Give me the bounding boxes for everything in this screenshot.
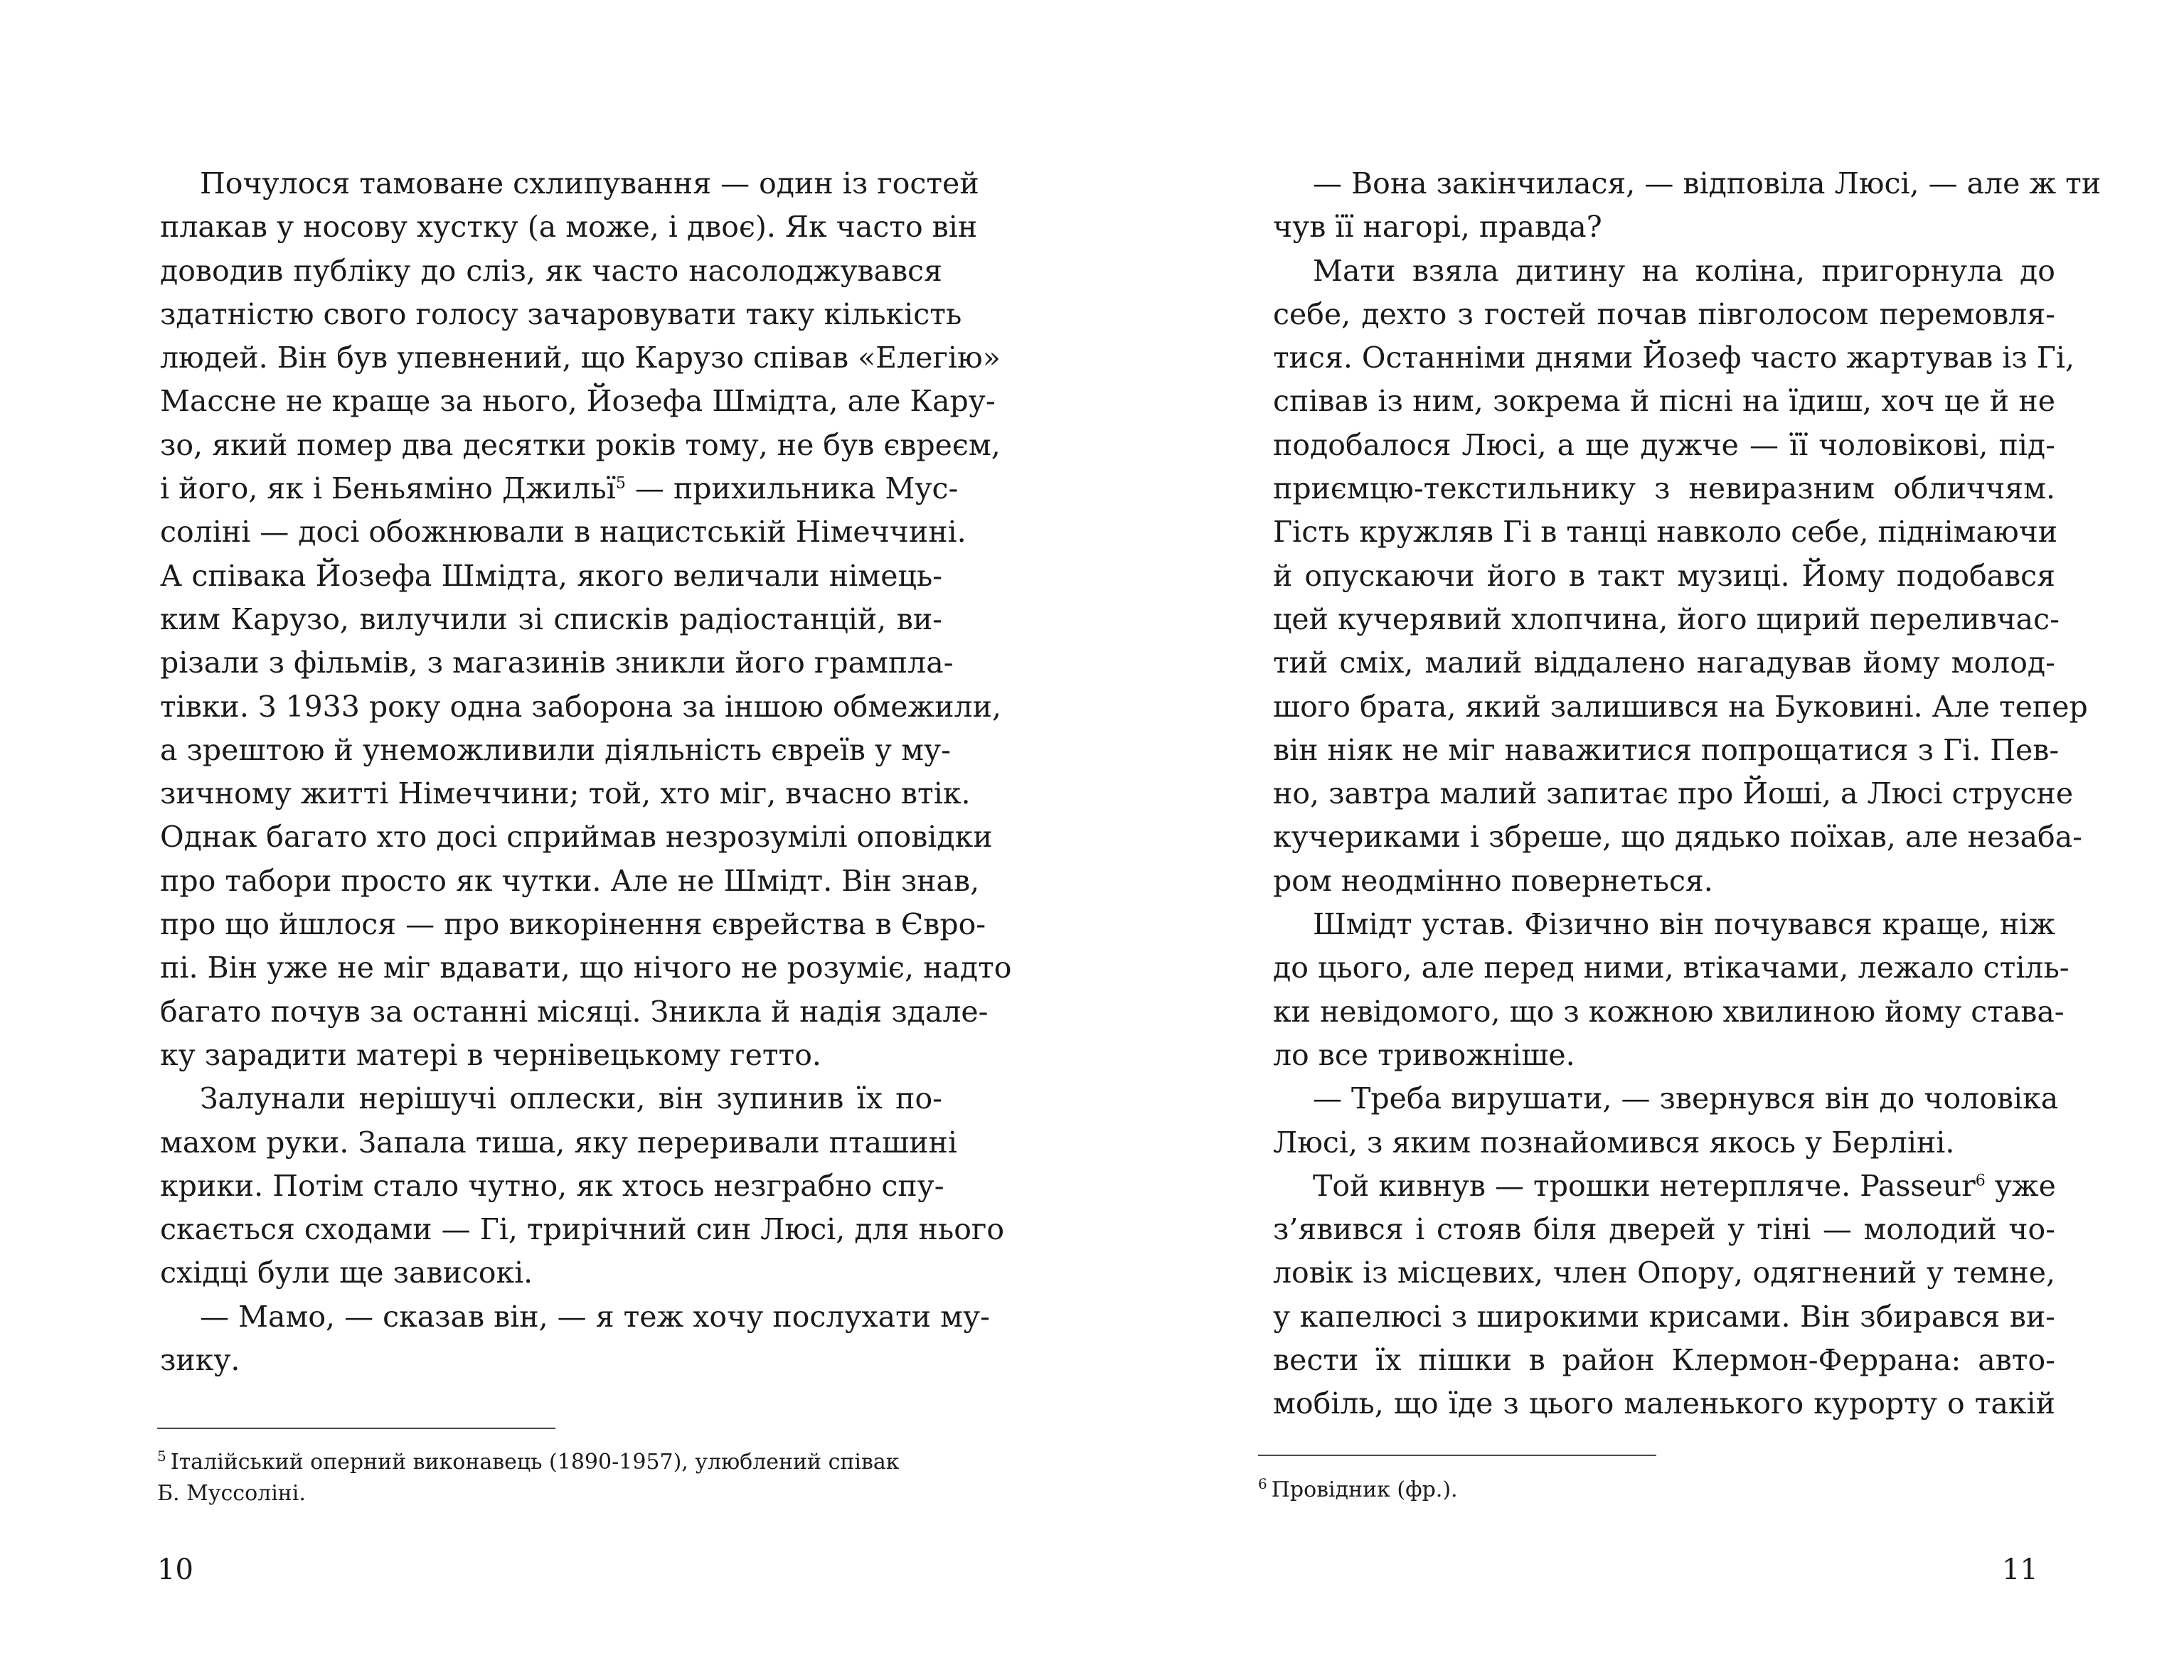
text-line: цей кучерявий хлопчина, його щирий переливчас-	[1273, 601, 2060, 636]
text-line: про табори просто як чутки. Але не Шмідт. Він знав,	[160, 863, 980, 898]
text-line: ким Карузо, вилучили зі списків радіостанцій, ви-	[160, 601, 942, 636]
footnote	[1258, 1468, 1458, 1506]
text-line: махом руки. Запала тиша, яку переривали пташині	[160, 1125, 957, 1160]
text-line: людей. Він був упевнений, що Карузо співав «Елегію»	[160, 341, 1001, 375]
text-line: плакав у носову хустку (а може, і двоє). Як часто він	[160, 210, 978, 245]
text-line: — Треба вирушати, — звернувся він до чоловіка	[1313, 1081, 2059, 1116]
text-line: тися. Останніми днями Йозеф часто жартував із Гі,	[1273, 341, 2075, 375]
text-line: й опускаючи його в такт музиці. Йому подобався	[1273, 558, 2055, 593]
text-line: зичному житті Німеччини; той, хто міг, вчасно втік.	[160, 776, 971, 811]
text-line: зо, який помер два десятки років тому, не був євреєм,	[160, 427, 1001, 462]
text-line: мобіль, що їде з цього маленького курорту о такій	[1273, 1386, 2055, 1421]
text-line: — Вона закінчилася, — відповіла Люсі, — але ж ти	[1313, 166, 2102, 200]
right-page-body	[1273, 162, 2102, 1426]
text-line: Мати взяла дитину на коліна, пригорнула до	[1313, 253, 2055, 288]
text-line: багато почув за останні місяці. Зникла й надія здале-	[160, 994, 989, 1029]
text-line: ки невідомого, що з кожною хвилиною йому става-	[1273, 994, 2065, 1029]
text-line	[160, 467, 959, 510]
footnote-divider	[157, 1428, 555, 1429]
text-line: ловік із місцевих, член Опору, одягнений у темне,	[1273, 1256, 2055, 1290]
text-line: доводив публіку до сліз, як часто насолоджувався	[160, 253, 942, 288]
footnote-text: Провідник (фр.).	[1271, 1477, 1458, 1502]
text-line: приємцю-текстильнику з невиразним обличчям.	[1273, 471, 2055, 506]
text-line: здатністю свого голосу зачаровувати таку кількість	[160, 296, 962, 331]
footnote-marker: 6	[1258, 1475, 1267, 1492]
footnote-line	[157, 1450, 900, 1475]
text-line: з’явився і стояв біля дверей у тіні — молодий чо-	[1273, 1212, 2055, 1247]
text-line: він ніяк не міг наважитися попрощатися з Гі. Пев-	[1273, 732, 2060, 767]
text-line: різали з фільмів, з магазинів зникли його грампла-	[160, 646, 954, 680]
text-line: Люсі, з яким познайомився якось у Берліні.	[1273, 1125, 1955, 1160]
text-line: чув її нагорі, правда?	[1273, 210, 1602, 245]
footnote-text: Італійський оперний виконавець (1890-1957), улюблений співак	[170, 1450, 900, 1475]
text-line: скається сходами — Гі, трирічний син Люсі, для нього	[160, 1212, 1005, 1247]
text-line: у капелюсі з широкими крисами. Він збирався ви-	[1273, 1299, 2055, 1334]
footnote-divider	[1258, 1455, 1656, 1456]
footnote-reference[interactable]: 6	[1975, 1172, 1986, 1190]
text-line: пі. Він уже не міг вдавати, що нічого не розуміє, надто	[160, 951, 1012, 985]
text-line: східці були ще зависокі.	[160, 1256, 533, 1290]
text-line: Гість кружляв Гі в танці навколо себе, піднімаючи	[1273, 515, 2058, 550]
text-line: но, завтра малий запитає про Йоші, а Люсі струсне	[1273, 776, 2074, 811]
text-line: а зрештою й унеможливили діяльність євреїв у му-	[160, 732, 951, 767]
footnote	[157, 1440, 900, 1509]
text-line	[1273, 1165, 2055, 1208]
text-line: вести їх пішки в район Клермон-Феррана: авто-	[1273, 1343, 2055, 1378]
text-line: Почулося тамоване схлипування — один із гостей	[200, 166, 979, 200]
text-line: зику.	[160, 1343, 240, 1378]
text-line: А співака Йозефа Шмідта, якого величали німець-	[160, 558, 942, 593]
text-line: — Мамо, — сказав він, — я теж хочу послухати му-	[200, 1299, 990, 1334]
left-page-body	[160, 162, 1012, 1382]
text-segment: уже	[1985, 1168, 2056, 1203]
page-number: 10	[157, 1553, 193, 1586]
text-line: соліні — досі обожнювали в нацистській Німеччині.	[160, 515, 966, 550]
text-line: ку зарадити матері в чернівецькому гетто.	[160, 1037, 821, 1072]
right-page	[1092, 0, 2184, 1680]
footnote-reference[interactable]: 5	[615, 474, 626, 493]
text-segment: і його, як і Беньяміно Джильї	[160, 471, 616, 506]
text-line: Однак багато хто досі сприймав незрозумілі оповідки	[160, 820, 993, 855]
text-line: тий сміх, малий віддалено нагадував йому молод-	[1273, 646, 2055, 680]
text-line: Залунали нерішучі оплески, він зупинив їх по-	[200, 1081, 942, 1116]
text-segment: Той кивнув — трошки нетерпляче. Passeur	[1313, 1168, 1976, 1203]
text-line: співав із ним, зокрема й пісні на їдиш, хоч це й не	[1273, 384, 2055, 419]
text-line: кучериками і збреше, що дядько поїхав, але незаба-	[1273, 820, 2083, 855]
text-line: про що йшлося — про викорінення єврейства в Євро-	[160, 907, 986, 942]
text-line: шого брата, який залишився на Буковині. Але тепер	[1273, 689, 2088, 724]
text-line: Массне не краще за нього, Йозефа Шмідта, але Кару-	[160, 384, 996, 419]
text-line: крики. Потім стало чутно, як хтось незграбно спу-	[160, 1168, 944, 1203]
text-line: тівки. З 1933 року одна заборона за іншою обмежили,	[160, 689, 1001, 724]
text-line: ром неодмінно повернеться.	[1273, 863, 1713, 898]
text-line: до цього, але перед ними, втікачами, лежало стіль-	[1273, 951, 2070, 985]
footnote-text: Б. Муссоліні.	[157, 1481, 306, 1506]
footnote-marker: 5	[157, 1448, 166, 1465]
text-line: ло все тривожніше.	[1273, 1037, 1575, 1072]
page-number: 11	[2002, 1553, 2038, 1586]
text-line: подобалося Люсі, а ще дужче — її чоловікові, під-	[1273, 427, 2055, 462]
text-line: Шмідт устав. Фізично він почувався краще, ніж	[1313, 907, 2055, 942]
text-segment: — прихильника Мус-	[625, 471, 959, 506]
text-line: себе, дехто з гостей почав півголосом перемовля-	[1273, 296, 2055, 331]
